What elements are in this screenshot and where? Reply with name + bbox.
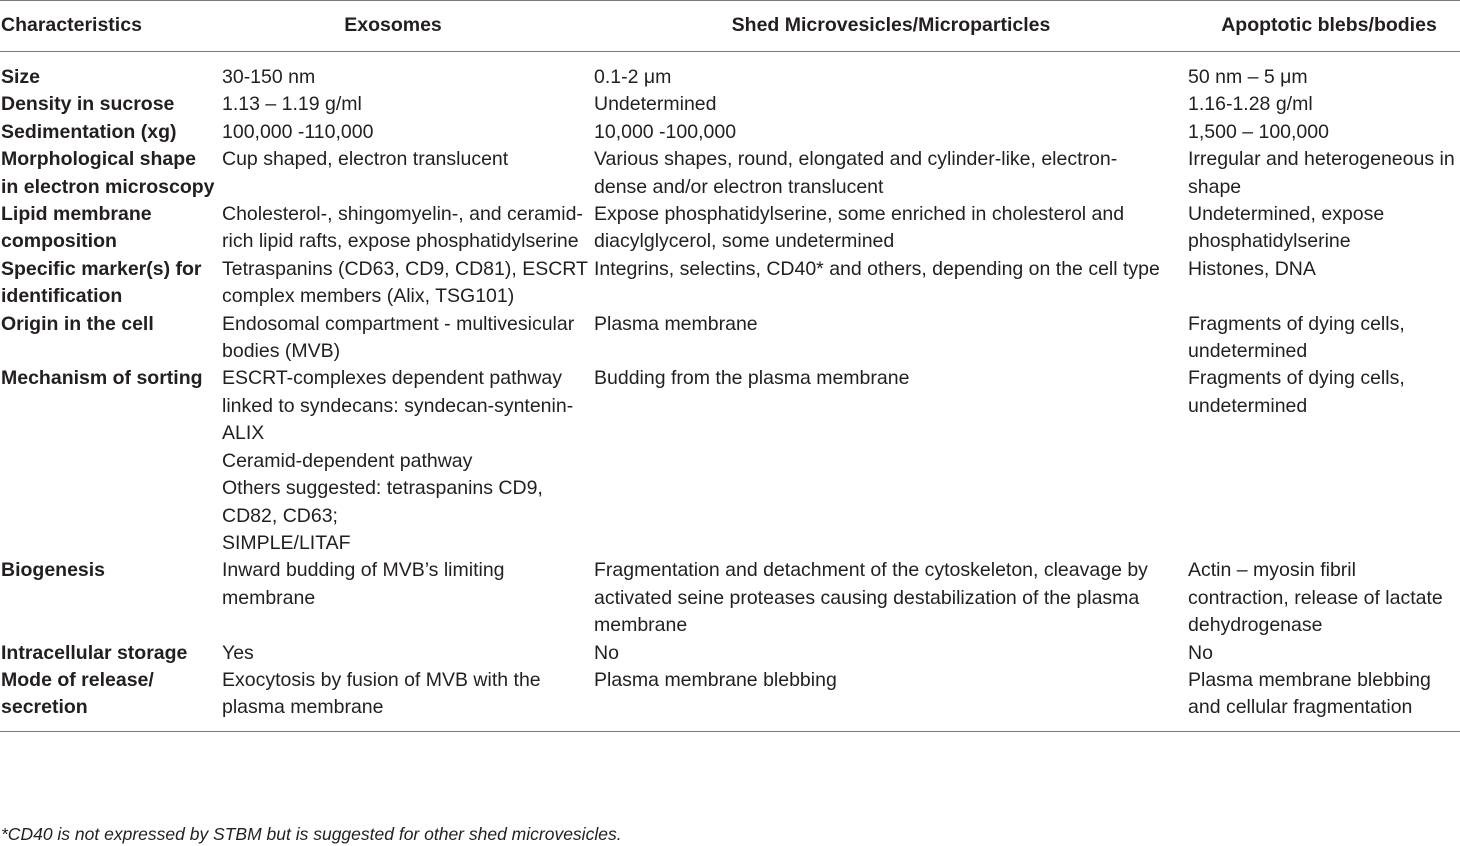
table-row-biogenesis [0,557,1460,639]
cell-shed-lipid: Expose phosphatidylserine, some enriched in cholesterol and diacylglycerol, some undetermined [594,203,1125,253]
row-label-origin: Origin in the cell [1,312,154,335]
cell-shed-markers: Integrins, selectins, CD40* and others, depending on the cell type [594,257,1160,280]
table-row-origin [0,311,1460,366]
cell-exosomes-markers: Tetraspanins (CD63, CD9, CD81), ESCRT complex members (Alix, TSG101) [222,257,588,308]
table-row-size [0,52,1460,92]
cell-shed-morphology: Various shapes, round, elongated and cylinder-like, electron-dense and/or electron translucent [594,148,1118,198]
table-row-storage [0,640,1460,667]
row-label-morphology: Morphological shape in electron microscopy [1,148,215,198]
row-label-release: Mode of release/ secretion [0,667,222,731]
row-label-sorting: Mechanism of sorting [1,367,203,390]
row-label-markers: Specific marker(s) for identification [1,257,202,308]
row-label-sedimentation: Sedimentation (xg) [1,120,177,143]
cell-exosomes-morphology: Cup shaped, electron translucent [222,148,509,171]
cell-apoptotic-release: Plasma membrane blebbing and cellular fragmentation [1188,667,1460,731]
cell-shed-storage: No [594,641,619,664]
cell-apoptotic-sorting: Fragments of dying cells, undetermined [1188,367,1405,417]
header-apoptotic-bodies: Apoptotic blebs/bodies [1188,1,1460,52]
cell-shed-biogenesis: Fragmentation and detachment of the cytoskeleton, cleavage by activated seine proteases causing destabilization of the plasma membrane [594,559,1148,637]
cell-apoptotic-origin: Fragments of dying cells, undetermined [1188,312,1405,363]
cell-shed-density: Undetermined [594,93,717,116]
cell-exosomes-density: 1.13 – 1.19 g/ml [222,93,362,116]
cell-shed-sedimentation: 10,000 -100,000 [594,120,737,143]
sorting-line-ceramid: Ceramid-dependent pathway [222,449,473,472]
table-row-morphology [0,146,1460,201]
table-row-sorting [0,365,1460,557]
cell-exosomes-origin: Endosomal compartment - multivesicular bodies (MVB) [222,312,575,363]
table-row-sedimentation [0,119,1460,146]
cell-apoptotic-markers: Histones, DNA [1188,257,1316,280]
cell-exosomes-sedimentation: 100,000 -110,000 [222,120,374,143]
header-row [0,1,1460,52]
row-label-density: Density in sucrose [1,93,175,116]
table-row-release [0,667,1460,731]
cell-apoptotic-lipid: Undetermined, expose phosphatidylserine [1188,203,1385,253]
cell-exosomes-size: 30-150 nm [222,66,316,88]
cell-shed-origin: Plasma membrane [594,312,758,335]
cell-shed-release: Plasma membrane blebbing [594,667,1188,731]
table-row-lipid [0,201,1460,256]
cell-exosomes-lipid: Cholesterol-, shingomyelin-, and ceramid-rich lipid rafts, expose phosphatidylserine [222,203,583,253]
cell-apoptotic-size: 50 nm – 5 μm [1188,66,1308,88]
table-footnote: *CD40 is not expressed by STBM but is suggested for other shed microvesicles. [1,824,622,844]
cell-apoptotic-storage: No [1188,641,1213,664]
table-row-markers [0,256,1460,311]
header-exosomes: Exosomes [222,1,594,52]
header-characteristics: Characteristics [0,1,222,52]
cell-exosomes-release: Exocytosis by fusion of MVB with the plasma membrane [222,667,594,731]
cell-apoptotic-density: 1.16-1.28 g/ml [1188,93,1313,116]
header-shed-microvesicles: Shed Microvesicles/Microparticles [594,1,1188,52]
sorting-line-escrt: ESCRT-complexes dependent pathway linked to syndecans: syndecan-syntenin-ALIX [222,367,574,445]
table-row-density [0,91,1460,118]
row-label-biogenesis: Biogenesis [1,559,106,582]
cell-apoptotic-morphology: Irregular and heterogeneous in shape [1188,148,1455,198]
cell-apoptotic-biogenesis: Actin – myosin fibril contraction, release of lactate dehydrogenase [1188,559,1443,637]
cell-shed-sorting: Budding from the plasma membrane [594,367,910,390]
cell-apoptotic-sedimentation: 1,500 – 100,000 [1188,120,1329,143]
cell-exosomes-biogenesis: Inward budding of MVB’s limiting membrane [222,559,505,609]
sorting-line-simple-litaf: SIMPLE/LITAF [222,531,351,554]
row-label-storage: Intracellular storage [1,641,188,664]
row-label-size: Size [1,66,41,88]
cell-exosomes-sorting [222,365,594,557]
cell-shed-size: 0.1-2 μm [594,66,672,88]
cell-exosomes-storage: Yes [222,641,254,664]
sorting-line-tetraspanins: Others suggested: tetraspanins CD9, CD82, CD63; [222,477,543,527]
row-label-lipid: Lipid membrane composition [1,203,152,253]
